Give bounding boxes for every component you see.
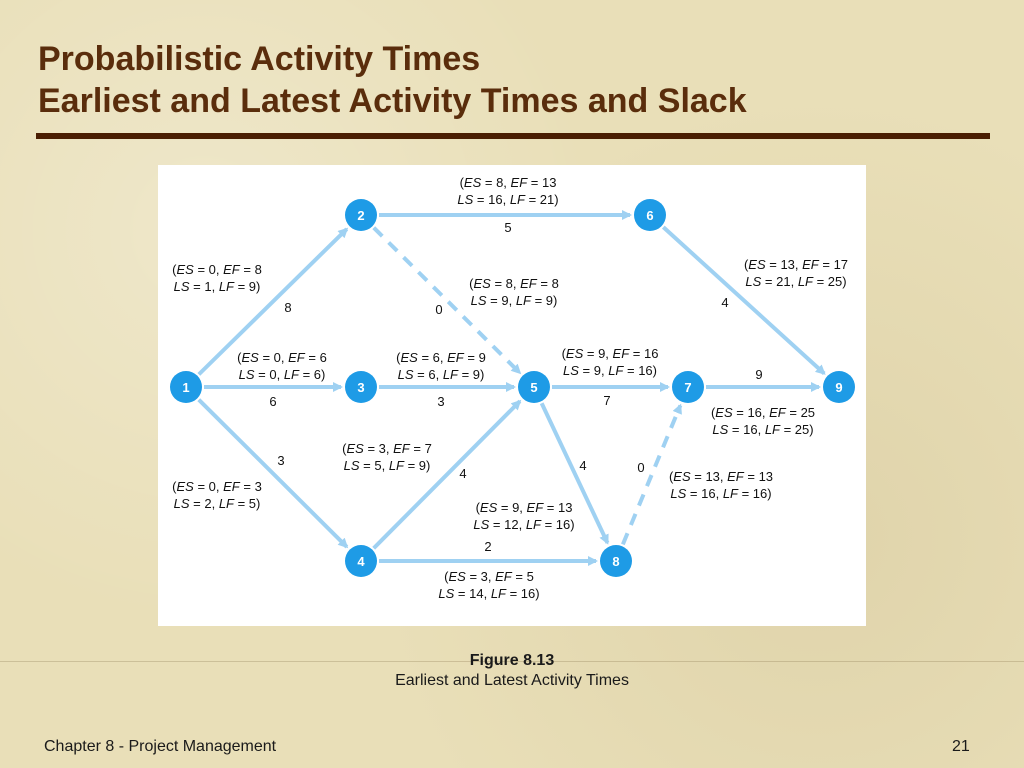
svg-text:4: 4 xyxy=(357,554,365,569)
svg-text:LS = 1, LF = 9): LS = 1, LF = 9) xyxy=(173,279,261,294)
activity-times-1-3 xyxy=(237,350,327,382)
activity-times-7-9 xyxy=(711,405,815,437)
activity-duration-5-8: 4 xyxy=(579,458,587,473)
svg-text:6: 6 xyxy=(646,208,654,223)
svg-text:(ES = 13, EF = 17: (ES = 13, EF = 17 xyxy=(743,257,849,272)
svg-text:LS = 6, LF = 9): LS = 6, LF = 9) xyxy=(397,367,485,382)
svg-text:(ES = 9, EF = 16: (ES = 9, EF = 16 xyxy=(561,346,659,361)
event-node-3 xyxy=(345,371,377,403)
svg-text:LS = 9, LF = 9): LS = 9, LF = 9) xyxy=(470,293,558,308)
svg-text:LS = 9, LF = 16): LS = 9, LF = 16) xyxy=(563,363,657,378)
activity-duration-8-7: 0 xyxy=(637,460,645,475)
svg-text:LS = 16, LF = 25): LS = 16, LF = 25) xyxy=(712,422,814,437)
activity-duration-4-5: 4 xyxy=(459,466,467,481)
svg-text:LS = 5, LF = 9): LS = 5, LF = 9) xyxy=(343,458,431,473)
svg-text:(ES = 9, EF = 13: (ES = 9, EF = 13 xyxy=(475,500,573,515)
svg-text:8: 8 xyxy=(612,554,620,569)
event-node-1 xyxy=(170,371,202,403)
page-number: 21 xyxy=(952,738,970,755)
figure-caption-text: Earliest and Latest Activity Times xyxy=(395,672,629,689)
activity-arrow-1-4 xyxy=(199,400,347,547)
svg-text:2: 2 xyxy=(357,208,365,223)
activity-duration-1-2: 8 xyxy=(284,300,292,315)
svg-text:LS = 16, LF = 21): LS = 16, LF = 21) xyxy=(457,192,559,207)
activity-duration-6-9: 4 xyxy=(721,295,729,310)
activity-duration-2-6: 5 xyxy=(504,220,512,235)
title-rule xyxy=(36,133,990,139)
svg-text:(ES = 3, EF = 5: (ES = 3, EF = 5 xyxy=(444,569,534,584)
figure-number: Figure 8.13 xyxy=(469,652,555,669)
activity-times-5-7 xyxy=(562,346,659,378)
svg-text:(ES = 6, EF = 9: (ES = 6, EF = 9 xyxy=(396,350,486,365)
activity-duration-1-3: 6 xyxy=(269,394,277,409)
activity-times-1-4 xyxy=(172,479,262,511)
svg-text:LS = 16, LF = 16): LS = 16, LF = 16) xyxy=(670,486,772,501)
activity-times-4-8 xyxy=(438,569,539,601)
activity-times-3-5 xyxy=(396,350,486,382)
svg-text:LS = 21, LF = 25): LS = 21, LF = 25) xyxy=(745,274,847,289)
svg-text:LS = 14, LF = 16): LS = 14, LF = 16) xyxy=(438,586,540,601)
event-node-7 xyxy=(672,371,704,403)
network-diagram-panel xyxy=(158,165,866,626)
footer-chapter: Chapter 8 - Project Management xyxy=(44,738,277,755)
svg-text:5: 5 xyxy=(530,380,538,395)
event-node-2 xyxy=(345,199,377,231)
activity-times-2-5 xyxy=(469,276,559,308)
svg-text:(ES = 0, EF = 8: (ES = 0, EF = 8 xyxy=(172,262,262,277)
svg-text:(ES = 0, EF = 6: (ES = 0, EF = 6 xyxy=(237,350,327,365)
activity-duration-3-5: 3 xyxy=(437,394,445,409)
slide-title-line-2: Earliest and Latest Activity Times and Slack xyxy=(38,82,747,120)
activity-duration-5-7: 7 xyxy=(603,393,611,408)
activity-duration-7-9: 9 xyxy=(755,367,763,382)
svg-text:1: 1 xyxy=(182,380,190,395)
event-node-5 xyxy=(518,371,550,403)
activity-duration-4-8: 2 xyxy=(484,539,492,554)
event-node-8 xyxy=(600,545,632,577)
svg-text:(ES = 3, EF = 7: (ES = 3, EF = 7 xyxy=(342,441,432,456)
activity-times-4-5 xyxy=(342,441,432,473)
svg-text:LS = 0, LF = 6): LS = 0, LF = 6) xyxy=(238,367,326,382)
svg-text:3: 3 xyxy=(357,380,365,395)
event-node-6 xyxy=(634,199,666,231)
svg-text:LS = 2, LF = 5): LS = 2, LF = 5) xyxy=(173,496,261,511)
activity-duration-2-5: 0 xyxy=(435,302,443,317)
activity-duration-1-4: 3 xyxy=(277,453,285,468)
network-diagram xyxy=(158,165,866,626)
svg-text:7: 7 xyxy=(684,380,692,395)
activity-times-8-7 xyxy=(669,469,773,501)
svg-text:(ES = 13, EF = 13: (ES = 13, EF = 13 xyxy=(668,469,774,484)
activity-times-6-9 xyxy=(744,257,848,289)
event-node-9 xyxy=(823,371,855,403)
activity-times-5-8 xyxy=(473,500,574,532)
slide-title xyxy=(38,38,747,122)
activity-times-2-6 xyxy=(457,175,558,207)
svg-text:9: 9 xyxy=(835,380,843,395)
svg-text:(ES = 16, EF = 25: (ES = 16, EF = 25 xyxy=(710,405,816,420)
svg-text:(ES = 8, EF = 13: (ES = 8, EF = 13 xyxy=(459,175,557,190)
slide-title-line-1: Probabilistic Activity Times xyxy=(38,40,481,78)
svg-text:LS = 12, LF = 16): LS = 12, LF = 16) xyxy=(473,517,575,532)
svg-text:(ES = 0, EF = 3: (ES = 0, EF = 3 xyxy=(172,479,262,494)
event-node-4 xyxy=(345,545,377,577)
figure-caption xyxy=(0,651,1024,691)
activity-arrow-6-9 xyxy=(663,227,824,373)
activity-times-1-2 xyxy=(172,262,262,294)
svg-text:(ES = 8, EF = 8: (ES = 8, EF = 8 xyxy=(469,276,559,291)
